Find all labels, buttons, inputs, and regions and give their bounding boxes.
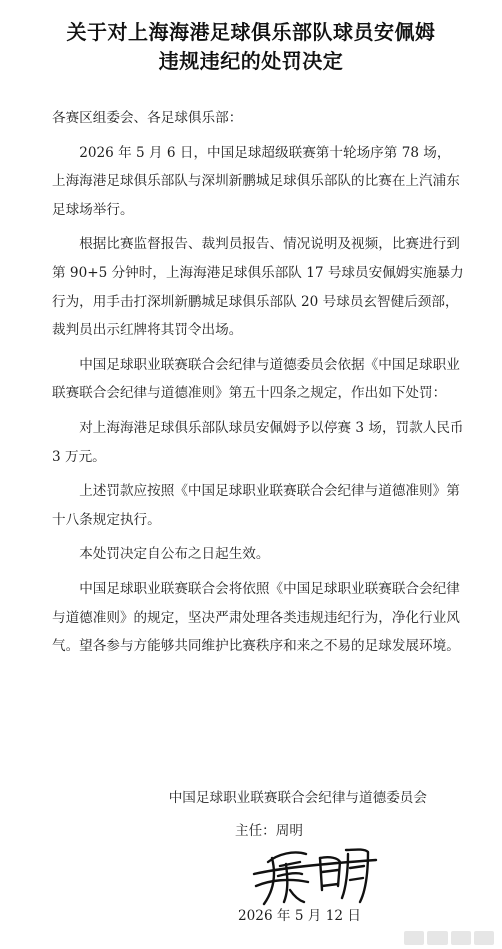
document-title [20,18,482,76]
paragraph-basis: 中国足球职业联赛联合会纪律与道德委员会依据《中国足球职业联赛联合会纪律与道德准则》第五十四条之规定，作出如下处罚： [52,356,460,402]
watermark-blur [404,931,494,945]
paragraph-match-info: 2026 年 5 月 6 日，中国足球超级联赛第十轮场序第 78 场，上海海港足球俱乐部队与深圳新鹏城足球俱乐部队的比赛在上汽浦东足球场举行。 [52,144,460,218]
paragraph-closing: 中国足球职业联赛联合会将依照《中国足球职业联赛联合会纪律与道德准则》的规定，坚决严肃处理各类违规违纪行为，净化行业风气。望各参与方能够共同维护比赛秩序和来之不易的足球发展环境。 [52,580,460,655]
issuer-name: 中国足球职业联赛联合会纪律与道德委员会 [168,790,427,806]
paragraph-fine-execution: 上述罚款应按照《中国足球职业联赛联合会纪律与道德准则》第十八条规定执行。 [52,483,460,528]
issue-date: 2026 年 5 月 12 日 [238,908,361,924]
title-line-1: 关于对上海海港足球俱乐部队球员安佩姆 [66,20,436,44]
title-line-2: 违规违纪的处罚决定 [158,49,344,73]
director-line: 主任：周明 [235,823,303,839]
paragraph-effective: 本处罚决定自公布之日起生效。 [79,546,270,563]
handwritten-signature [250,840,380,912]
salutation: 各赛区组委会、各足球俱乐部： [52,110,243,126]
document-body [52,104,464,661]
paragraph-incident: 根据比赛监督报告、裁判员报告、情况说明及视频，比赛进行到第 90+5 分钟时，上海海港足球俱乐部队 17 号球员安佩姆实施暴力行为，用手击打深圳新鹏城足球俱乐部队 20 号球员玄智健后颈部，裁判员出示红牌将其罚令出场。 [52,236,464,339]
paragraph-penalty: 对上海海港足球俱乐部队球员安佩姆予以停赛 3 场，罚款人民币 3 万元。 [52,419,464,465]
